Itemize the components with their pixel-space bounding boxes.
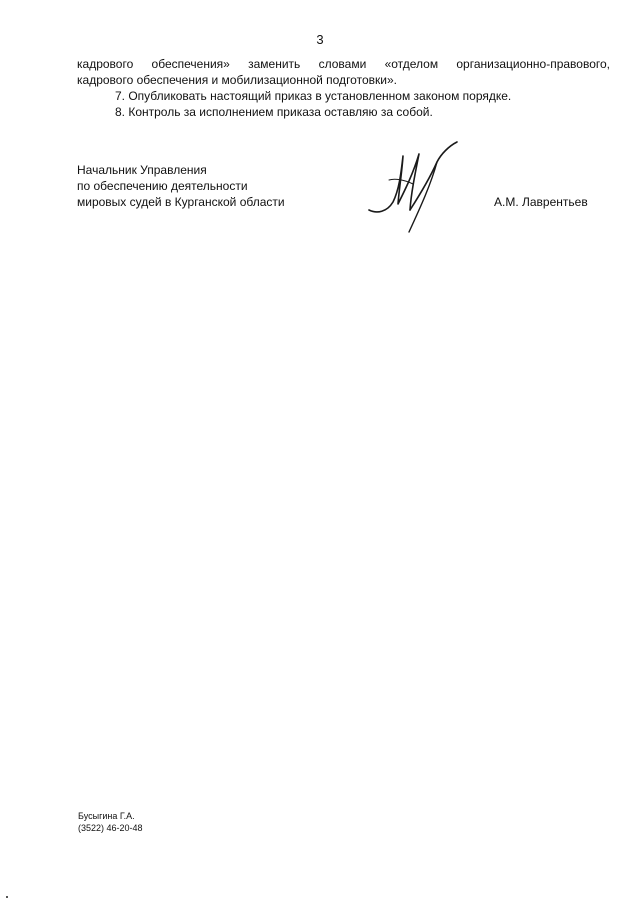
signer-title-line-2: по обеспечению деятельности <box>77 179 248 193</box>
executor-phone: (3522) 46-20-48 <box>78 823 143 833</box>
executor-name: Бусыгина Г.А. <box>78 811 135 821</box>
body-line-1: кадрового обеспечения» заменить словами «отделом организационно-правового, <box>77 57 610 71</box>
scan-speck <box>6 896 8 898</box>
signer-title-line-1: Начальник Управления <box>77 163 207 177</box>
clause-8: 8. Контроль за исполнением приказа оставляю за собой. <box>115 105 433 119</box>
signer-name: А.М. Лаврентьев <box>494 195 588 209</box>
executor-info <box>78 810 143 834</box>
body-line-2: кадрового обеспечения и мобилизационной подготовки». <box>77 73 397 87</box>
page-number: 3 <box>316 32 324 47</box>
handwritten-signature <box>365 140 465 235</box>
clause-7: 7. Опубликовать настоящий приказ в установленном законом порядке. <box>115 89 512 103</box>
signer-title <box>77 162 285 210</box>
signer-title-line-3: мировых судей в Курганской области <box>77 195 285 209</box>
document-body <box>77 56 610 120</box>
